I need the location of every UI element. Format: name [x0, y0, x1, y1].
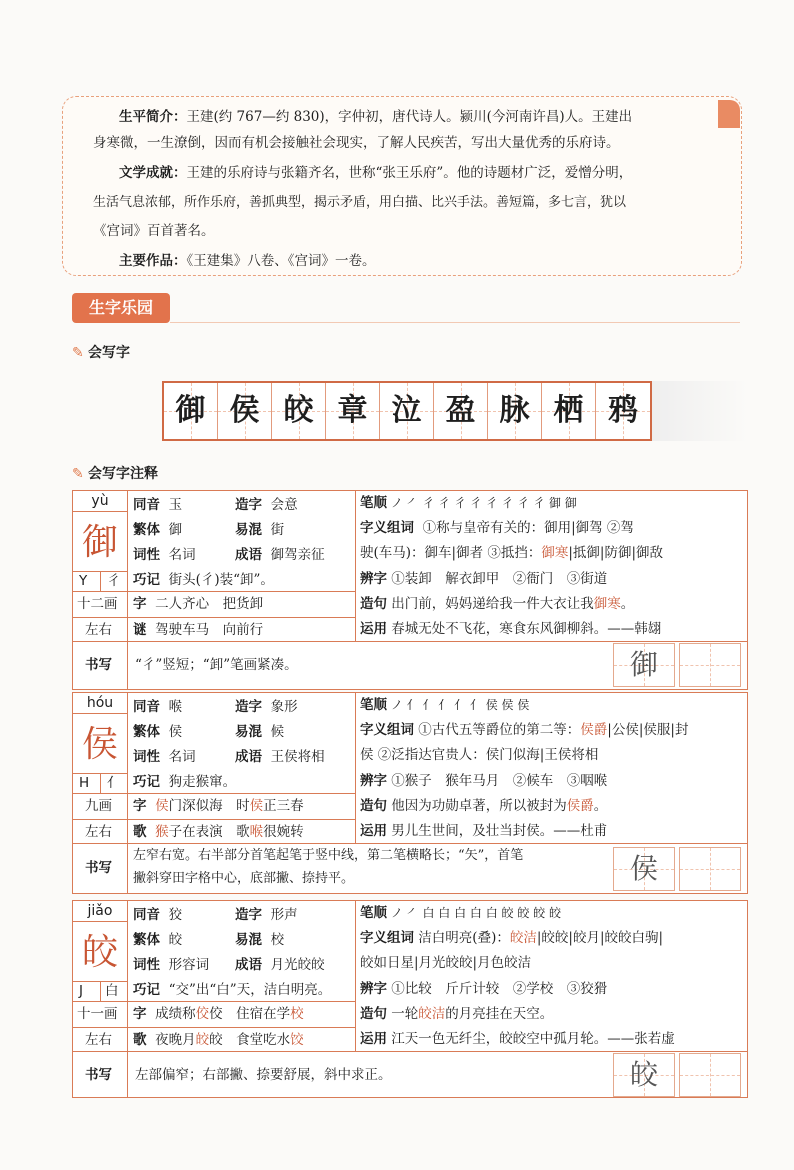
distinguish: ①装卸 解衣卸甲 ②衙门 ③街道 — [391, 571, 608, 587]
practice-box: 侯 — [613, 847, 675, 891]
idiom: 月光皎皎 — [270, 957, 325, 973]
radical: 彳 — [107, 573, 121, 589]
grid-char: 栖 — [542, 383, 596, 439]
subheading-writing: ✎ 会写字 — [72, 345, 130, 361]
formation: 会意 — [270, 497, 298, 513]
riddle-line: 二人齐心 把货卸 — [155, 596, 264, 612]
entry-yu: yù 御 Y 彳 十二画 左右 同音 玉 造字 会意 繁体 御 易混 街 词性 名词 成语 御驾亲征 巧记 街头(彳)装“卸”。 字 二人齐心 把货卸 谜 驾驶车马 向前行 笔顺 ノ ㇒ 彳 彳 彳 彳 彳 彳 彳 彳 御 御 字义组词 ①称与皇帝有关的：御用|御驾 ②驾 驶(车马)：御车|御者 ③抵挡：御寒|抵御|防御|御敌 辨字 ①装卸 解衣卸甲 ②衙门 ③街道 造句 出门前，妈妈递给我一件大衣让我御寒。 运用 春城无处不飞花，寒食东风御柳斜。——韩翃 书写 “彳”竖短；“卸”笔画紧凑。 御 — [72, 490, 748, 690]
bio-label-life: 生平简介： — [119, 109, 187, 125]
grid-shadow — [648, 381, 748, 441]
grid-char: 泣 — [380, 383, 434, 439]
grid-char: 侯 — [218, 383, 272, 439]
distinguish: ①比较 斤斤计较 ②学校 ③狡猾 — [391, 981, 608, 997]
bio-line-3: 文学成就：王建的乐府诗与张籍齐名，世称“张王乐府”。他的诗题材广泛，爱憎分明， — [119, 165, 633, 181]
section-title: 生字乐园 — [72, 293, 170, 323]
bio-line-2: 身寒微，一生潦倒，因而有机会接触社会现实，了解人民疾苦，写出大量优秀的乐府诗。 — [93, 135, 620, 151]
stroke-order: ノ ㇒ 彳 彳 彳 彳 彳 彳 彳 彳 御 御 — [390, 496, 577, 510]
practice-box — [679, 643, 741, 687]
grid-char: 章 — [326, 383, 380, 439]
structure: 左右 — [85, 1032, 112, 1048]
writing-tip: “彳”竖短；“卸”笔画紧凑。 — [135, 657, 298, 673]
grid-char: 鸦 — [596, 383, 650, 439]
pinyin: jiǎo — [87, 903, 113, 919]
bio-line-4: 生活气息浓郁，所作乐府，善抓典型，揭示矛盾，用白描、比兴手法。善短篇，多七言，犹以 — [93, 195, 627, 210]
stroke-count: 十二画 — [77, 596, 118, 612]
entry-hou: hóu 侯 H 亻 九画 左右 同音 喉 造字 象形 繁体 侯 易混 候 词性 名词 成语 王侯将相 巧记 狗走猴窜。 字 侯门深似海 时侯正三春 歌 猴子在表演 歌喉很婉转 笔顺 ノ 亻 亻 亻 亻 亻 侯 侯 侯 字义组词 ①古代五等爵位的第二等：侯爵|公侯|侯服|封 侯 ②泛指达官贵人：侯门似海|王侯将相 辨字 ①猴子 猴年马月 ②候车 ③咽喉 造句 他因为功勋卓著，所以被封为侯爵。 运用 男儿生世间，及壮当封侯。——杜甫 书写 左窄右宽。右半部分首笔起笔于竖中线，第二笔横略长；“矢”，首笔 撇斜穿田字格中心，底部撇、捺持平。 侯 — [72, 692, 748, 894]
practice-box: 御 — [613, 643, 675, 687]
meaning-cont: 皎如日星|月光皎皎|月色皎洁 — [360, 955, 532, 971]
subheading-annotations: ✎ 会写字注释 — [72, 466, 158, 482]
bio-line-1: 生平简介：王建(约 767—约 830)，字仲初，唐代诗人。颍川(今河南许昌)人。王建出 — [119, 109, 633, 125]
grid-char: 盈 — [434, 383, 488, 439]
mnemonic: 狗走猴窜。 — [168, 774, 237, 790]
meaning: ①称与皇帝有关的：御用|御驾 ②驾 — [422, 520, 634, 536]
stroke-order: ノ 亻 亻 亻 亻 亻 侯 侯 侯 — [390, 698, 530, 712]
practice-box — [679, 1053, 741, 1097]
radical-letter: Y — [79, 573, 88, 589]
riddle-line: 驾驶车马 向前行 — [155, 622, 264, 638]
idiom: 王侯将相 — [270, 749, 325, 765]
author-bio-box — [62, 96, 742, 276]
entry-character: 皎 — [81, 932, 118, 973]
structure: 左右 — [85, 622, 112, 638]
usage-quote: 江天一色无纤尘，皎皎空中孤月轮。——张若虚 — [391, 1031, 675, 1047]
distinguish: ①猴子 猴年马月 ②候车 ③咽喉 — [391, 773, 608, 789]
usage-quote: 男儿生世间，及壮当封侯。——杜甫 — [391, 823, 608, 839]
riddle-line: 歌 猴子在表演 歌喉很婉转 — [133, 824, 304, 840]
radical: 白 — [105, 983, 119, 999]
structure: 左右 — [85, 824, 112, 840]
grid-char: 脉 — [488, 383, 542, 439]
meaning: 字义组词 ①古代五等爵位的第二等：侯爵|公侯|侯服|封 — [360, 722, 689, 738]
radical-letter: J — [79, 983, 83, 999]
pencil-icon: ✎ — [72, 345, 84, 361]
homophone: 狡 — [168, 907, 183, 923]
meaning: 字义组词 洁白明亮(叠)：皎洁|皎皎|皎月|皎皎白驹| — [360, 930, 664, 946]
entry-jiao: jiǎo 皎 J 白 十一画 左右 同音 狡 造字 形声 繁体 皎 易混 校 词性 形容词 成语 月光皎皎 巧记 “交”出“白”天，洁白明亮。 字 成绩称佼佼 住宿在学校 歌 夜晚月皎皎 食堂吃水饺 笔顺 ノ ㇒ 白 白 白 白 白 皎 皎 皎 皎 字义组词 洁白明亮(叠)：皎洁|皎皎|皎月|皎皎白驹| 皎如日星|月光皎皎|月色皎洁 辨字 ①比较 斤斤计较 ②学校 ③狡猾 造句 一轮皎洁的月亮挂在天空。 运用 江天一色无纤尘，皎皎空中孤月轮。——张若虚 书写 左部偏窄；右部撇、捺要舒展，斜中求正。 皎 — [72, 900, 748, 1098]
traditional: 御 — [168, 522, 183, 538]
writing-tip: 左窄右宽。右半部分首笔起笔于竖中线，第二笔横略长；“矢”，首笔 — [133, 848, 524, 863]
homophone: 喉 — [168, 699, 183, 715]
bio-corner-decoration — [718, 100, 740, 128]
mnemonic: 街头(彳)装“卸”。 — [168, 572, 274, 588]
riddle-line: 歌 夜晚月皎皎 食堂吃水饺 — [133, 1032, 304, 1048]
pencil-icon: ✎ — [72, 466, 84, 482]
grid-char: 皎 — [272, 383, 326, 439]
part-of-speech: 形容词 — [168, 957, 210, 973]
grid-char: 御 — [164, 383, 218, 439]
mnemonic: “交”出“白”天，洁白明亮。 — [168, 982, 332, 998]
pinyin: hóu — [86, 695, 114, 711]
part-of-speech: 名词 — [168, 547, 196, 563]
bio-line-5: 《宫词》百首著名。 — [93, 223, 215, 239]
character-grid — [162, 381, 652, 441]
writing-tip-cont: 撇斜穿田字格中心，底部撇、捺持平。 — [133, 871, 355, 886]
pinyin: yù — [91, 493, 109, 509]
usage-quote: 春城无处不飞花，寒食东风御柳斜。——韩翃 — [391, 621, 662, 637]
confusable: 街 — [270, 522, 285, 538]
formation: 形声 — [270, 907, 298, 923]
traditional: 侯 — [168, 724, 183, 740]
bio-line-6: 主要作品：《王建集》八卷、《宫词》一卷。 — [119, 253, 376, 269]
confusable: 候 — [270, 724, 285, 740]
traditional: 皎 — [168, 932, 183, 948]
section-divider — [170, 322, 740, 323]
idiom: 御驾亲征 — [270, 547, 325, 563]
bio-label-achievement: 文学成就： — [119, 165, 187, 181]
stroke-order: ノ ㇒ 白 白 白 白 白 皎 皎 皎 皎 — [390, 906, 561, 920]
meaning-cont: 侯 ②泛指达官贵人：侯门似海|王侯将相 — [360, 747, 599, 763]
riddle-line: 字 成绩称佼佼 住宿在学校 — [133, 1006, 304, 1022]
meaning-cont: 驶(车马)：御车|御者 ③抵挡：御寒|抵御|防御|御敌 — [360, 545, 664, 561]
confusable: 校 — [270, 932, 285, 948]
practice-box — [679, 847, 741, 891]
entry-character: 侯 — [81, 724, 118, 765]
formation: 象形 — [270, 699, 298, 715]
entry-character: 御 — [81, 522, 118, 563]
stroke-count: 九画 — [85, 798, 112, 814]
homophone: 玉 — [168, 497, 183, 513]
bio-label-works: 主要作品： — [119, 253, 187, 269]
part-of-speech: 名词 — [168, 749, 196, 765]
riddle-line: 字 侯门深似海 时侯正三春 — [133, 798, 304, 814]
stroke-count: 十一画 — [77, 1006, 118, 1022]
writing-tip: 左部偏窄；右部撇、捺要舒展，斜中求正。 — [135, 1067, 392, 1083]
practice-box: 皎 — [613, 1053, 675, 1097]
radical: 亻 — [107, 775, 121, 791]
radical-letter: H — [79, 775, 90, 791]
